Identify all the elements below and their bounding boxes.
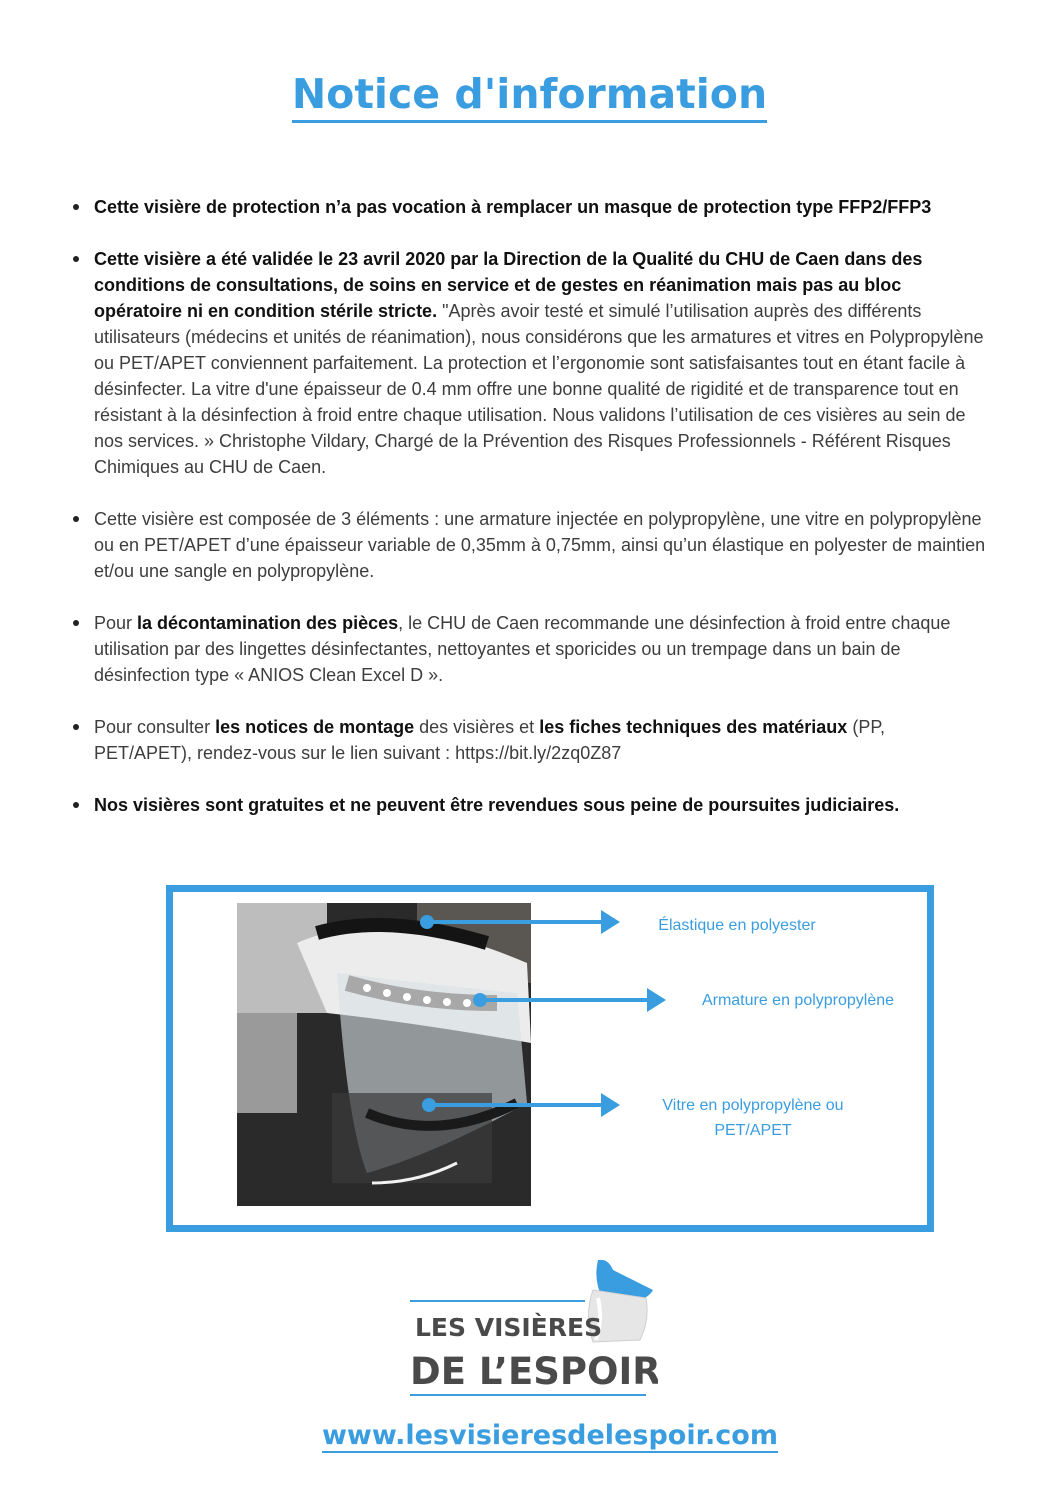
brand-logo (408, 1260, 658, 1400)
list-item: Nos visières sont gratuites et ne peuvent être revendues sous peine de poursuites judiciaires. (94, 792, 986, 818)
label-visor-line1: Vitre en polypropylène ou (662, 1097, 844, 1114)
list-item: Pour consulter les notices de montage des visières et les fiches techniques des matériaux (PP, PET/APET), rendez-vous sur le lien suivant : https://bit.ly/2zq0Z87 (94, 714, 986, 766)
info-list (94, 194, 986, 844)
visor-diagram (166, 885, 934, 1232)
list-item: Cette visière a été validée le 23 avril 2020 par la Direction de la Qualité du CHU de Caen dans des conditions de consultations, de soins en service et de gestes en réanimation mais pas au bloc opératoire ni en condition stérile stricte. "Après avoir testé et simulé l’utilisation auprès des différents utilisateurs (médecins et unités de réanimation), nous considérons que les armatures et vitres en Polypropylène ou PET/APET conviennent parfaitement. La protection et l’ergonomie sont satisfaisantes tout en étant facile à désinfecter. La vitre d'une épaisseur de 0.4 mm offre une bonne qualité de rigidité et de transparence tout en résistant à la désinfection à froid entre chaque utilisation. Nous validons l’utilisation de ces visières au sein de nos services. » Christophe Vildary, Chargé de la Prévention des Risques Professionnels - Référent Risques Chimiques au CHU de Caen. (94, 246, 986, 480)
list-item: Cette visière de protection n’a pas vocation à remplacer un masque de protection type FFP2/FFP3 (94, 194, 986, 220)
label-frame: Armature en polypropylène (701, 992, 895, 1009)
logo-line1: LES VISIÈRES (415, 1313, 603, 1342)
list-item: Cette visière est composée de 3 éléments : une armature injectée en polypropylène, une vitre en polypropylène ou en PET/APET d’une épaisseur variable de 0,35mm à 0,75mm, ainsi qu’un élastique en polyester de maintien et/ou une sangle en polypropylène. (94, 506, 986, 584)
pointer-arrows (173, 892, 927, 1225)
label-visor-line2: PET/APET (714, 1122, 792, 1139)
website-link[interactable]: www.lesvisieresdelespoir.com (321, 1420, 778, 1451)
label-elastic: Élastique en polyester (658, 917, 816, 934)
page-title: Notice d'information (0, 70, 1059, 118)
logo-line2: DE L’ESPOIR (410, 1350, 658, 1393)
list-item: Pour la décontamination des pièces, le CHU de Caen recommande une désinfection à froid entre chaque utilisation par des lingettes désinfectantes, nettoyantes et sporicides ou un trempage dans un bain de désinfection type « ANIOS Clean Excel D ». (94, 610, 986, 688)
